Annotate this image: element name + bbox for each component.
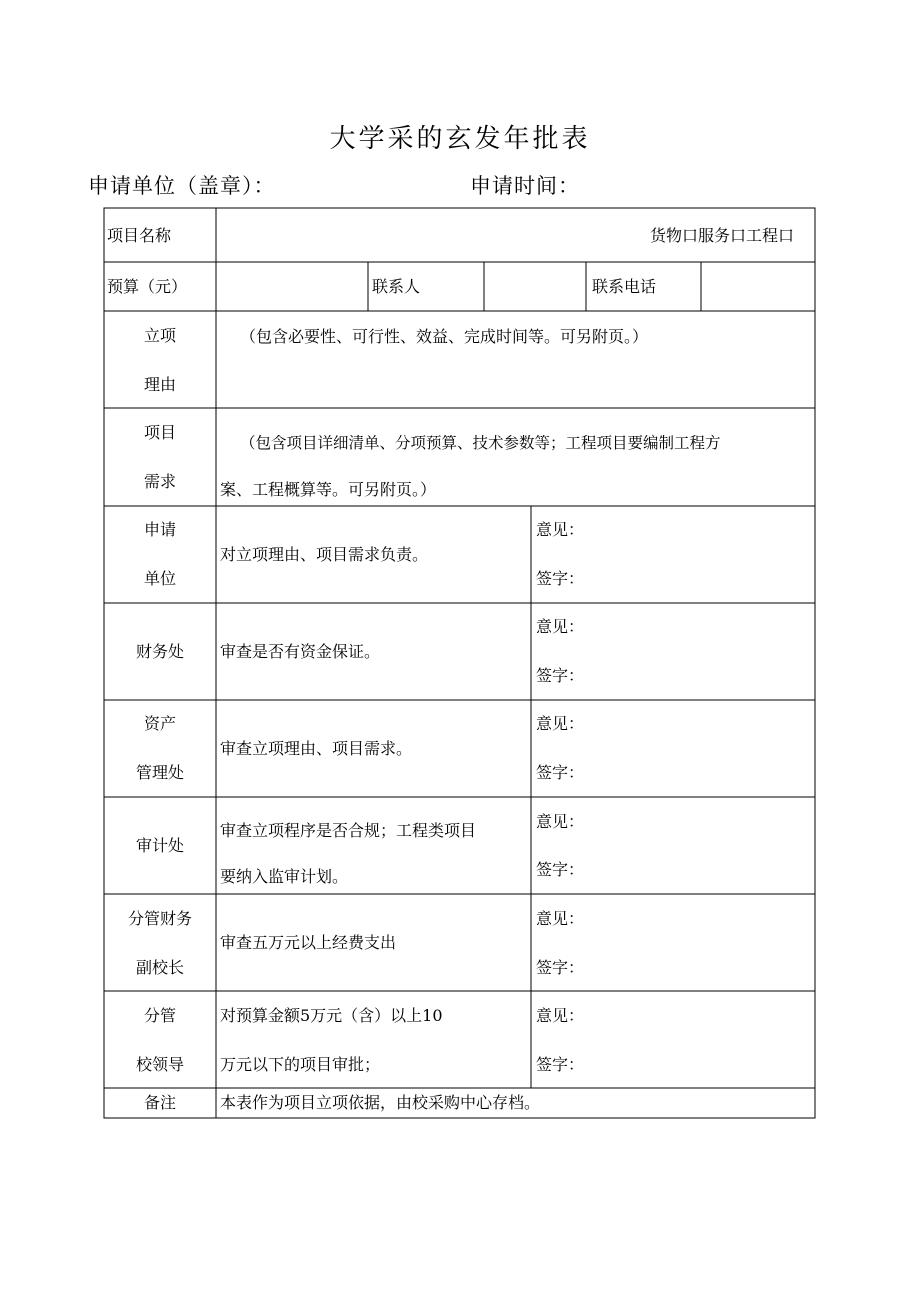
remark-text: 本表作为项目立项依据，由校采购中心存档。	[220, 1093, 541, 1112]
reason-label-line2: 理由	[143, 375, 176, 394]
approval-row-duty: 审查立项理由、项目需求。	[220, 739, 413, 758]
applicant-unit-label: 申请单位（盖章）：	[88, 174, 276, 198]
sign-label: 签字：	[536, 860, 585, 879]
opinion-label: 意见：	[536, 617, 585, 636]
approval-row-label-line2: 校领导	[135, 1055, 184, 1074]
page-title: 大学采的玄发年批表	[329, 124, 591, 154]
approval-row-label-line1: 申请	[143, 520, 176, 539]
approval-row-label-line1: 资产	[143, 714, 176, 733]
approval-row-duty: 对立项理由、项目需求负责。	[220, 545, 429, 564]
project-name-label: 项目名称	[107, 226, 172, 245]
budget-label: 预算（元）	[107, 277, 188, 296]
approval-row-label-line2: 副校长	[135, 958, 184, 977]
phone-label: 联系电话	[592, 277, 657, 296]
approval-row-duty: 审查五万元以上经费支出	[220, 933, 397, 952]
sign-label: 签字：	[536, 666, 585, 685]
opinion-label: 意见：	[536, 812, 585, 831]
opinion-label: 意见：	[536, 714, 585, 733]
sign-label: 签字：	[536, 569, 585, 588]
apply-time-label: 申请时间：	[470, 174, 580, 198]
approval-row-label-line2: 单位	[143, 569, 176, 588]
approval-row-label-line1: 审计处	[135, 836, 184, 855]
opinion-label: 意见：	[536, 520, 585, 539]
approval-row-label-line2: 管理处	[135, 763, 184, 782]
remark-label: 备注	[143, 1093, 176, 1112]
approval-row-label-line1: 分管财务	[127, 909, 192, 928]
sign-label: 签字：	[536, 763, 585, 782]
approval-row-duty-line1: 对预算金额5万元（含）以上10	[220, 1006, 443, 1025]
approval-row-duty: 审查是否有资金保证。	[220, 642, 381, 661]
needs-hint-line1: （包含项目详细清单、分项预算、技术参数等；工程项目要编制工程方	[240, 434, 721, 452]
approval-row-label-line1: 财务处	[135, 642, 184, 661]
contact-label: 联系人	[372, 277, 421, 296]
sign-label: 签字：	[536, 1055, 585, 1074]
needs-hint-line2: 案、工程概算等。可另附页。）	[220, 480, 437, 499]
needs-label-line1: 项目	[143, 423, 176, 442]
reason-label-line1: 立项	[143, 326, 176, 345]
project-type-options[interactable]: 货物口服务口工程口	[650, 226, 795, 245]
approval-row-duty-line2: 要纳入监审计划。	[220, 867, 349, 886]
reason-hint: （包含必要性、可行性、效益、完成时间等。可另附页。）	[240, 327, 649, 346]
opinion-label: 意见：	[536, 909, 585, 928]
approval-row-duty-line2: 万元以下的项目审批；	[220, 1055, 381, 1074]
approval-row-duty-line1: 审查立项程序是否合规；工程类项目	[220, 821, 477, 840]
sign-label: 签字：	[536, 958, 585, 977]
approval-row-label-line1: 分管	[143, 1006, 176, 1025]
opinion-label: 意见：	[536, 1006, 585, 1025]
needs-label-line2: 需求	[143, 472, 176, 491]
